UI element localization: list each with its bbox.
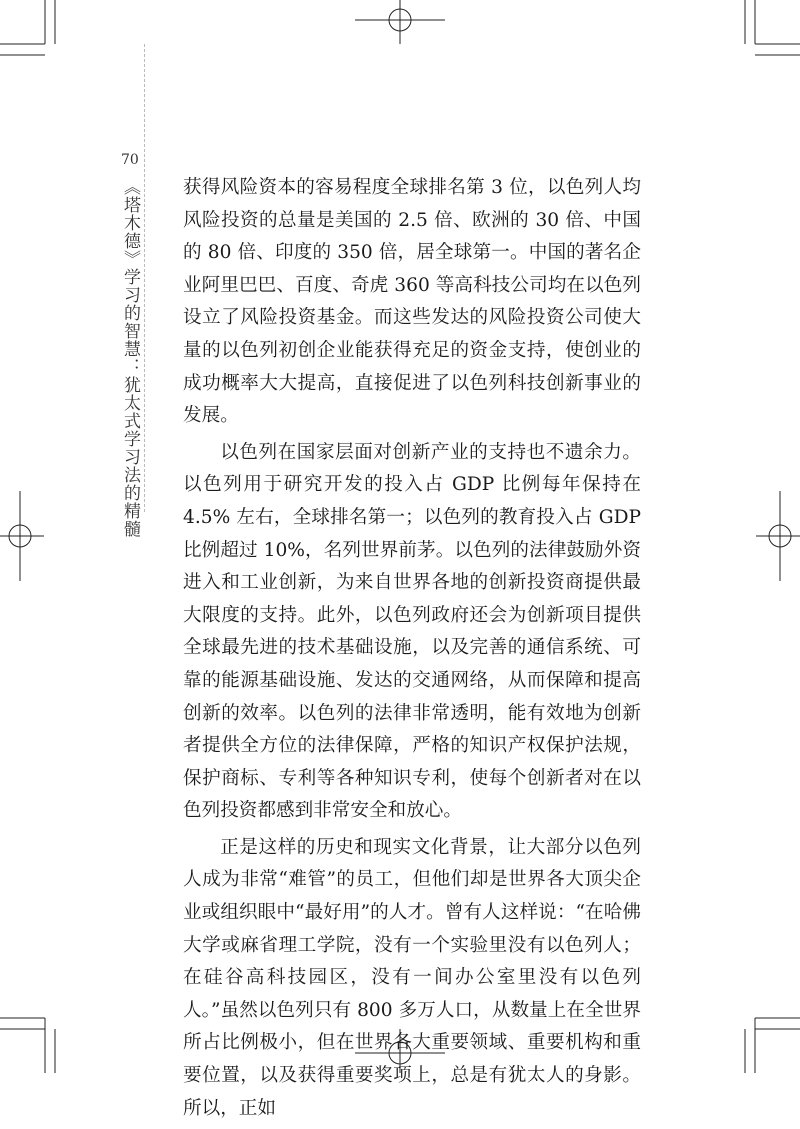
page-number: 70 <box>121 152 139 168</box>
running-head: 《塔木德》学习的智慧：犹太式学习法的精髓 <box>120 178 140 538</box>
body-text <box>183 172 641 1129</box>
paragraph-2: 以色列在国家层面对创新产业的支持也不遗余力。以色列用于研究开发的投入占 GDP 比例每年保持在 4.5% 左右，全球排名第一；以色列的教育投入占 GDP 比例超过 10%，名列世界前茅。以色列的法律鼓励外资进入和工业创新，为来自世界各地的创新投资商提供最大限度的支持。此外，以色列政府还会为创新项目提供全球最先进的技术基础设施，以及完善的通信系统、可靠的能源基础设施、发达的交通网络，从而保障和提高创新的效率。以色列的法律非常透明，能有效地为创新者提供全方位的法律保障，严格的知识产权保护法规，保护商标、专利等各种知识专利，使每个创新者对在以色列投资都感到非常安全和放心。 <box>183 441 641 822</box>
paragraph-3: 正是这样的历史和现实文化背景，让大部分以色列人成为非常“难管”的员工，但他们却是世界各大顶尖企业或组织眼中“最好用”的人才。曾有人这样说：“在哈佛大学或麻省理工学院，没有一个实验里没有以色列人；在硅谷高科技园区，没有一间办公室里没有以色列人。”虽然以色列只有 800 多万人口，从数量上在全世界所占比例极小，但在世界各大重要领域、重要机构和重要位置，以及获得重要奖项上，总是有犹太人的身影。所以，正如 <box>183 836 641 1119</box>
paragraph-1: 获得风险资本的容易程度全球排名第 3 位，以色列人均风险投资的总量是美国的 2.5 倍、欧洲的 30 倍、中国的 80 倍、印度的 350 倍，居全球第一。中国的著名企业阿里巴巴、百度、奇虎 360 等高科技公司均在以色列设立了风险投资基金。而这些发达的风险投资公司使大量的以色列初创企业能获得充足的资金支持，使创业的成功概率大大提高，直接促进了以色列科技创新事业的发展。 <box>183 177 641 427</box>
running-head-rule <box>144 44 145 512</box>
